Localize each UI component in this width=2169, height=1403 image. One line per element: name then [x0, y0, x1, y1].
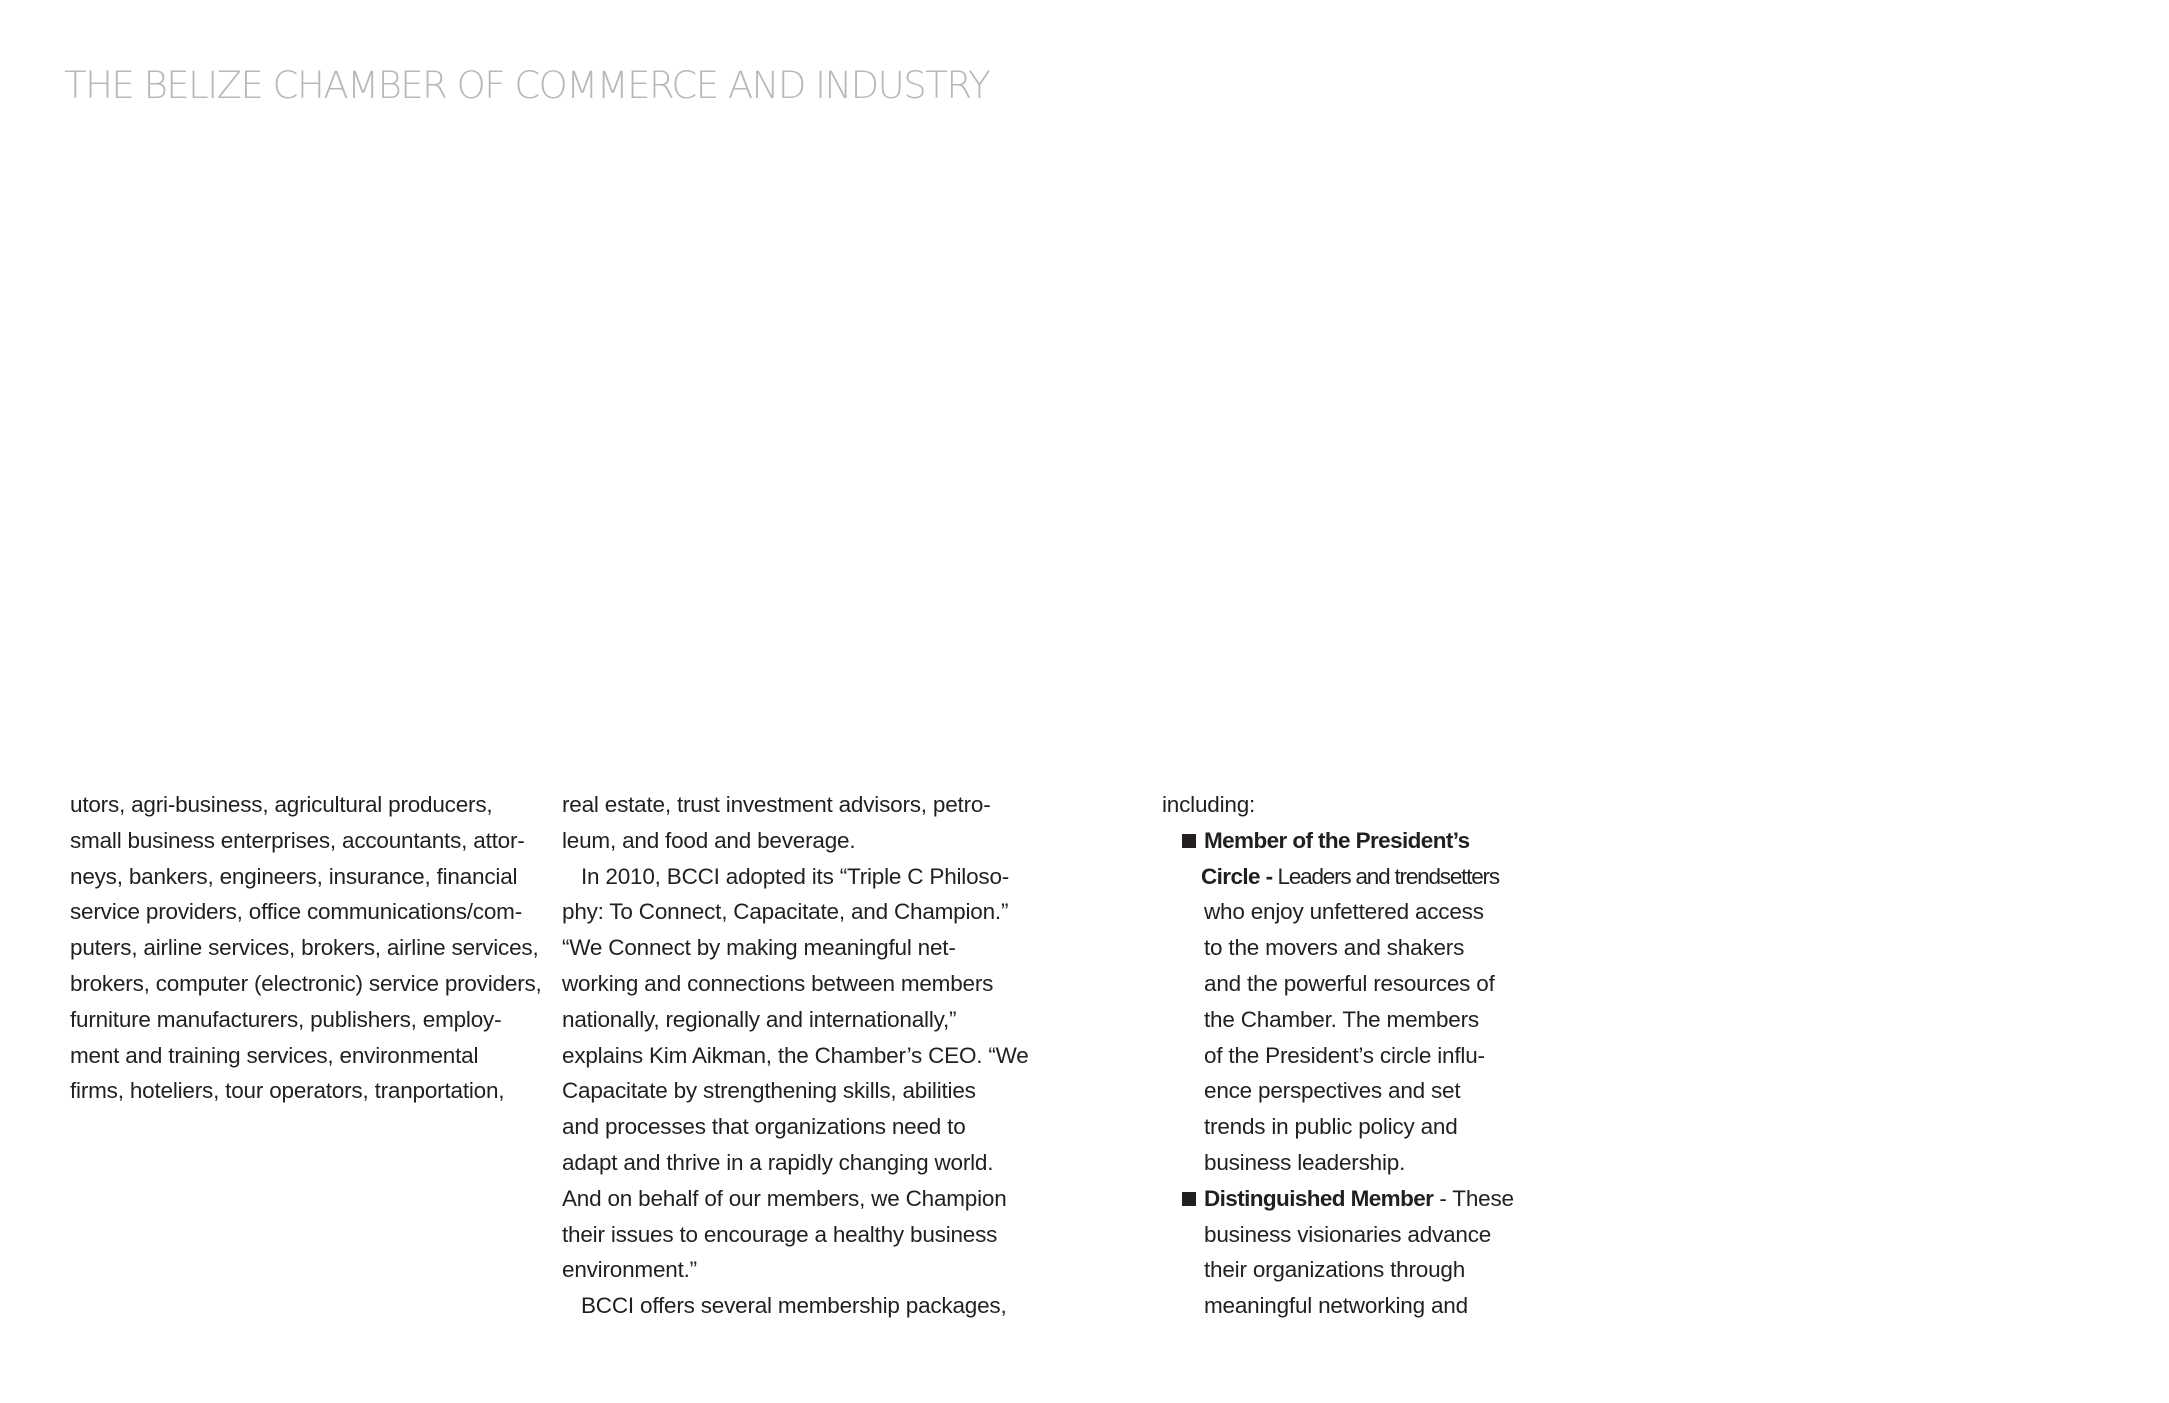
text-line: explains Kim Aikman, the Chamber’s CEO. “We	[562, 1042, 1029, 1068]
text-line: Capacitate by strengthening skills, abilities	[562, 1078, 976, 1104]
page-header-title: THE BELIZE CHAMBER OF COMMERCE AND INDUSTRY	[64, 64, 990, 107]
membership-title-desc-line	[1201, 859, 1522, 895]
text-line: service providers, office communications/com-	[70, 899, 522, 925]
membership-title-continued: Circle -	[1201, 863, 1273, 889]
membership-title: Distinguished Member	[1204, 1185, 1434, 1211]
text-line: BCCI offers several membership packages,	[581, 1293, 1007, 1319]
text-line: firms, hoteliers, tour operators, tranportation,	[70, 1078, 505, 1104]
text-line: neys, bankers, engineers, insurance, financial	[70, 863, 518, 889]
text-line: leum, and food and beverage.	[562, 827, 856, 853]
text-line: meaningful networking and	[1204, 1293, 1468, 1319]
text-line: ence perspectives and set	[1204, 1078, 1461, 1104]
text-line: And on behalf of our members, we Champion	[562, 1185, 1007, 1211]
text-line: their issues to encourage a healthy business	[562, 1221, 998, 1247]
text-line: utors, agri-business, agricultural producers,	[70, 792, 493, 817]
paragraph-3	[562, 1288, 1042, 1324]
text-line: business leadership.	[1204, 1149, 1406, 1175]
square-bullet-icon	[1182, 1192, 1196, 1206]
text-line: nationally, regionally and internationally,”	[562, 1006, 957, 1032]
membership-desc-start: - These	[1433, 1185, 1514, 1211]
text-line: business visionaries advance	[1204, 1221, 1492, 1247]
text-line: environment.”	[562, 1257, 697, 1283]
text-line: who enjoy unfettered access	[1204, 899, 1484, 925]
text-line: and the powerful resources of	[1204, 970, 1495, 996]
paragraph-2	[562, 859, 1042, 1289]
text-line: ment and training services, environmental	[70, 1042, 479, 1068]
text-line: working and connections between members	[562, 970, 994, 996]
membership-desc-start: Leaders and trendsetters	[1272, 863, 1499, 889]
text-line: furniture manufacturers, publishers, employ-	[70, 1006, 502, 1032]
paragraph-1	[562, 787, 1042, 859]
membership-title-desc-line	[1204, 1181, 1522, 1217]
text-line: the Chamber. The members	[1204, 1006, 1479, 1032]
text-line: to the movers and shakers	[1204, 935, 1465, 961]
text-line: their organizations through	[1204, 1257, 1466, 1283]
membership-title-line: Member of the President’s	[1204, 827, 1470, 853]
text-line: adapt and thrive in a rapidly changing world.	[562, 1149, 994, 1175]
text-line: trends in public policy and	[1204, 1114, 1458, 1140]
text-line: In 2010, BCCI adopted its “Triple C Philoso-	[581, 863, 1010, 889]
text-line: real estate, trust investment advisors, petro-	[562, 792, 991, 817]
text-line: and processes that organizations need to	[562, 1114, 966, 1140]
text-column-3	[1162, 787, 1522, 1324]
text-line: brokers, computer (electronic) service providers,	[70, 970, 542, 996]
membership-item-presidents-circle	[1162, 823, 1522, 1181]
text-line: small business enterprises, accountants, attor-	[70, 827, 525, 853]
membership-item-distinguished	[1162, 1181, 1522, 1324]
text-line: of the President’s circle influ-	[1204, 1042, 1485, 1068]
list-intro: including:	[1162, 792, 1256, 817]
text-column-1	[70, 787, 550, 1109]
text-column-2	[562, 787, 1042, 1324]
square-bullet-icon	[1182, 834, 1196, 848]
text-line: puters, airline services, brokers, airline services,	[70, 935, 539, 961]
text-line: “We Connect by making meaningful net-	[562, 935, 956, 961]
text-line: phy: To Connect, Capacitate, and Champion.”	[562, 899, 1009, 925]
